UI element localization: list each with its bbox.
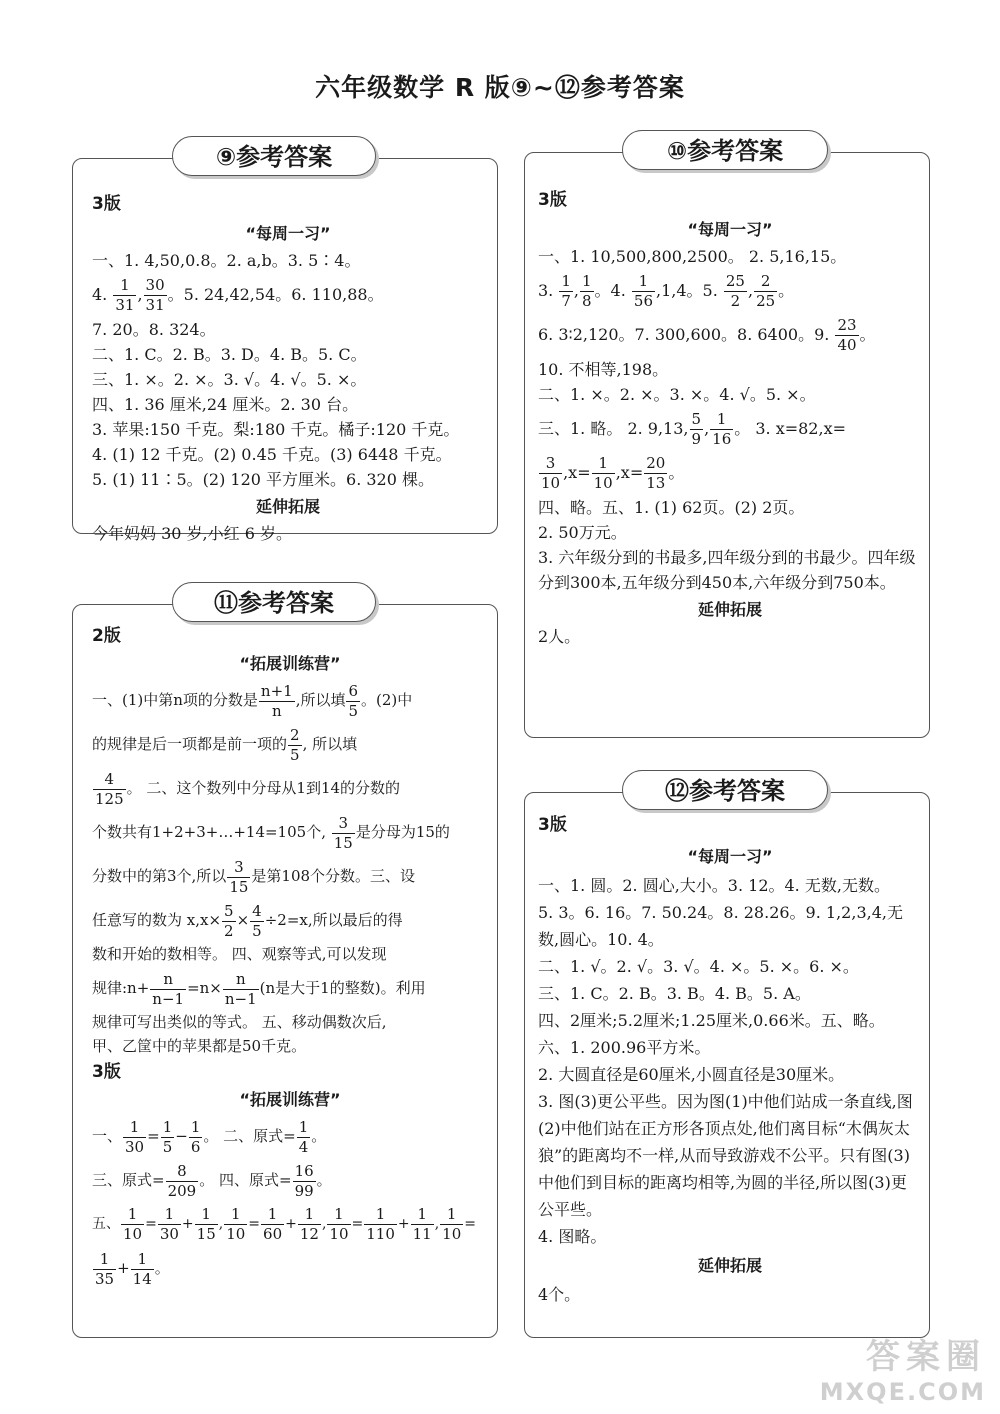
fraction-line: 4. $\frac{1}{31}$ , $\frac{30}{31}$ 。5. 24,42,54。6. 110,88。 (92, 276, 384, 314)
panel-12-header: ⑫参考答案 (622, 770, 828, 810)
panel-9-header: ⑨参考答案 (172, 136, 376, 176)
panel-9-body: 3版 “每周一习” 一、1. 4,50,0.8。2. a,b。3. 5∶4。 4. $\frac{1}{31}$ , $\frac{30}{31}$ 。5. 24,42,54。6. 110,88。 7. 20。8. 324。 二、1. C。2. B。3. D。4. B。5. C。 三、1. ×。2. ×。3. √。4. √。5. ×。 四、1. 36 厘米,24 厘米。2. 30 台。 3. 苹果:150 千克。梨:180 千克。橘子:120 千克。 4. (1) 12 千克。(2) 0.45 千克。(3) 6448 千克。 5. (1) 11∶5。(2) 120 平方厘米。6. 320 棵。 延伸拓展 今年妈妈 30 岁,小红 6 岁。 (92, 190, 484, 546)
page-title: 六年级数学 R 版⑨~⑫参考答案 (315, 73, 685, 102)
section-title: “每周一习” (245, 224, 331, 243)
panel-11-body: 2版 “拓展训练营” 一、(1)中第n项的分数是 $\frac{n+1}{n}$ ,所以填 $\frac{6}{5}$ 。(2)中 的规律是后一项都是前一项的 $\frac{2}{5}$ , 所以填 $\frac{4}{125}$ 。 二、这个数列中分母从1到14的分数的 个数共有1+2+3+…+14=105个, $\frac{3}{15}$ 是分母为15的 分数中的第3个,所以 $\frac{3}{15}$ 是第108个分数。三、设 任意写的数为 x,x× $\frac{5}{2}$ × $\frac{4}{5}$ ÷2=x,所以最后的得 数和开始的数相等。 四、观察等式,可以发现 规律:n+ $\frac{n}{n-1}$ =n× $\frac{n}{n-1}$ (n是大于1的整数)。利用 规律可写出类似的等式。 五、移动偶数次后, 甲、乙筐中的苹果都是50千克。 3版 “拓展训练营” 一、 $\frac{1}{30}$ = $\frac{1}{5}$ − $\frac{1}{6}$ 。 二、原式= $\frac{1}{4}$ 。 三、原式= $\frac{8}{209}$ 。 四、原式= $\frac{16}{99}$ 。 五、 $\frac{1}{10}$ = $\frac{1}{30}$ + $\frac{1}{15}$ , $\frac{1}{10}$ = $\frac{1}{60}$ + $\frac{1}{12}$ , $\frac{1}{10}$ = $\frac{1}{110}$ + $\frac{1}{11}$ , $\frac{1}{10}$ = $\frac{1}{35}$ + $\frac{1}{14}$ 。 (92, 626, 476, 1288)
site-watermark: 答案圈 MXQE.COM (819, 1337, 986, 1406)
panel-11-header: ⑪参考答案 (172, 582, 376, 622)
panel-12-body: 3版 “每周一习” 一、1. 圆。2. 圆心,大小。3. 12。4. 无数,无数。 5. 3。6. 16。7. 50.24。8. 28.26。9. 1,2,3,4,无数,圆心。10. 4。 二、1. √。2. √。3. √。4. ×。5. ×。6. ×。 三、1. C。2. B。3. B。4. B。5. A。 四、2厘米;5.2厘米;1.25厘米,0.66米。五、略。 六、1. 200.96平方米。 2. 大圆直径是60厘米,小圆直径是30厘米。 3. 图(3)更公平些。因为图(1)中他们站成一条直线,图(2)中他们站在正方形各顶点处,他们离目标“木偶灰太狼”的距离均不一样,从而导致游戏不公平。只有图(3)中他们到目标的距离均相等,为圆的半径,所以图(3)更公平些。 4. 图略。 延伸拓展 4个。 (538, 815, 913, 1304)
edition-label: 3版 (92, 194, 121, 214)
extension-title: 延伸拓展 (255, 497, 320, 516)
panel-10-header: ⑩参考答案 (622, 130, 828, 170)
panel-10-body: 3版 “每周一习” 一、1. 10,500,800,2500。 2. 5,16,15。 3. $\frac{1}{7}$ , $\frac{1}{8}$ 。4. $\frac{1}{56}$ ,1,4。5. $\frac{25}{2}$ , $\frac{2}{25}$ 。 6. 3∶2,120。7. 300,600。8. 6400。9. $\frac{23}{40}$ 。 10. 不相等,198。 二、1. ×。2. ×。3. ×。4. √。5. ×。 三、1. 略。 2. 9,13, $\frac{5}{9}$ , $\frac{1}{16}$ 。 3. x=82,x= $\frac{3}{10}$ ,x= $\frac{1}{10}$ ,x= $\frac{20}{13}$ 。 四、略。五、1. (1) 62页。(2) 2页。 2. 50万元。 3. 六年级分到的书最多,四年级分到的书最少。四年级分到300本,五年级分到450本,六年级分到750本。 延伸拓展 2人。 (538, 190, 916, 646)
